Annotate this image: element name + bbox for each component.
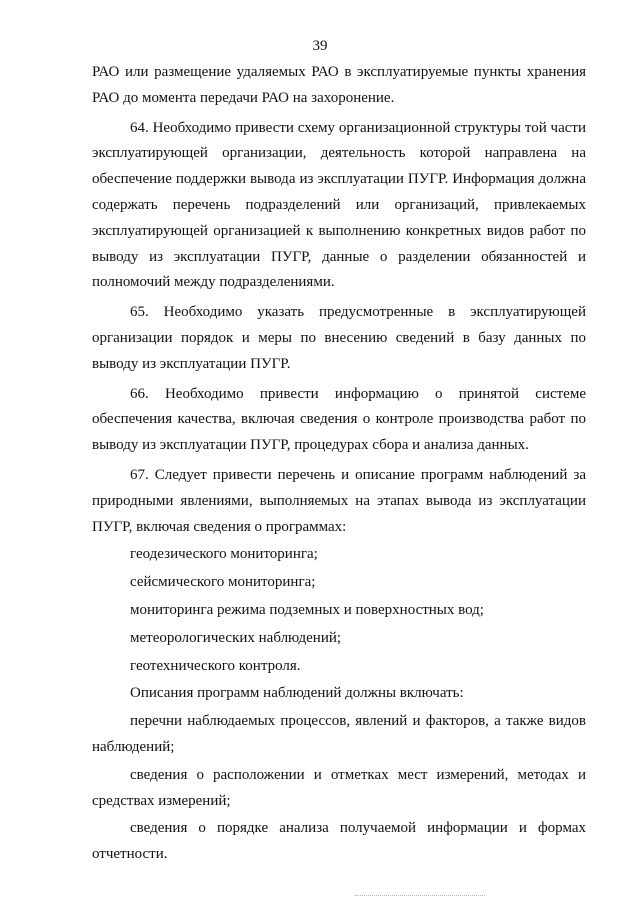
list-item: геотехнического контроля. [130, 657, 301, 674]
document-body [92, 60, 586, 868]
description-item: сведения о расположении и отметках мест измерений, методах и средствах измерений; [92, 766, 586, 809]
paragraph-65: 65. Необходимо указать предусмотренные в эксплуатирующей организации порядок и меры по внесению сведений в базу данных по выводу из эксплуатации ПУГР. [92, 304, 586, 372]
paragraph-continuation: РАО или размещение удаляемых РАО в эксплуатируемые пункты хранения РАО до момента передачи РАО на захоронение. [92, 64, 586, 106]
paragraph-descriptions-intro: Описания программ наблюдений должны включать: [130, 685, 464, 702]
page-number: 39 [312, 38, 328, 54]
list-item: геодезического мониторинга; [130, 546, 318, 563]
paragraph-64: 64. Необходимо привести схему организационной структуры той части эксплуатирующей организации, деятельность которой направлена на обеспечение поддержки вывода из эксплуатации ПУГР. Информация должна содержать перечень подразделений или организаций, привлекаемых эксплуатирующей организацией к выполнению конкретных видов работ по выводу из эксплуатации ПУГР, данные о разделении обязанностей и полномочий между подразделениями. [92, 119, 586, 291]
paragraph-66: 66. Необходимо привести информацию о принятой системе обеспечения качества, включая сведения о контроле производства работ по выводу из эксплуатации ПУГР, процедурах сбора и анализа данных. [92, 385, 586, 454]
description-item: перечни наблюдаемых процессов, явлений и факторов, а также видов наблюдений; [92, 713, 586, 755]
paragraph-67: 67. Следует привести перечень и описание программ наблюдений за природными явлениями, выполняемых на этапах вывода из эксплуатации ПУГР, включая сведения о программах: [92, 466, 586, 535]
list-item: метеорологических наблюдений; [130, 629, 342, 646]
list-item: сейсмического мониторинга; [130, 574, 316, 591]
description-item: сведения о порядке анализа получаемой информации и формах отчетности. [92, 820, 586, 863]
list-item: мониторинга режима подземных и поверхностных вод; [130, 601, 484, 618]
scan-artifact-divider [355, 895, 485, 899]
